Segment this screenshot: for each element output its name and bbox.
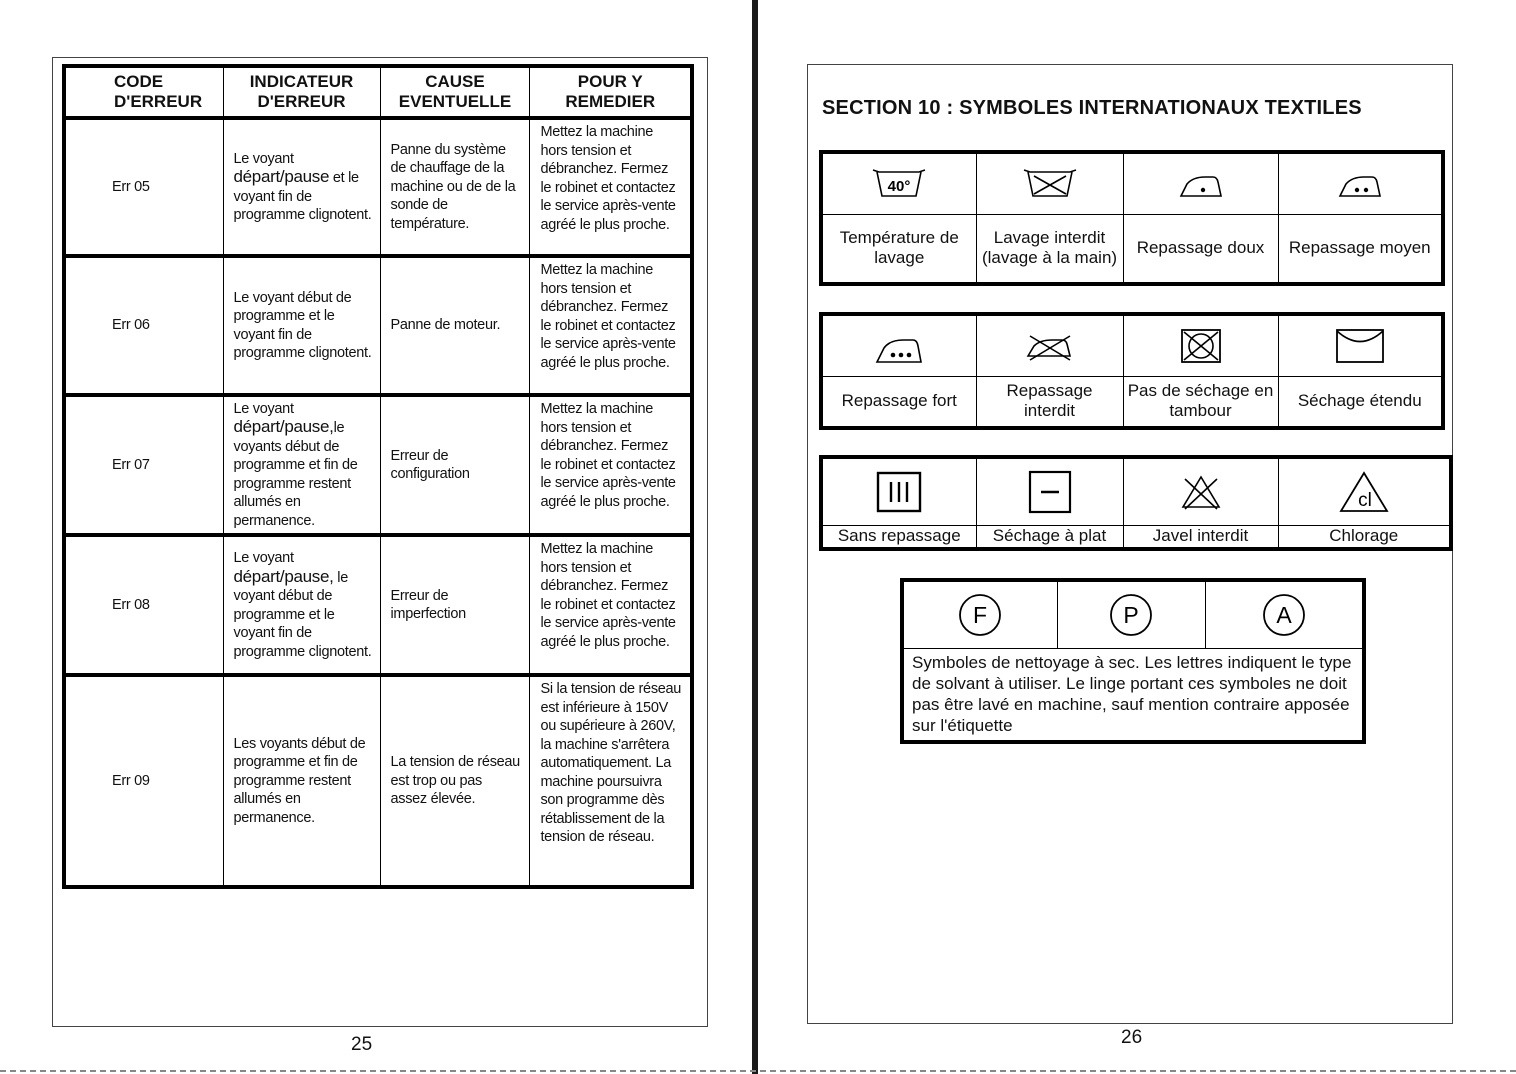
header-cause: CAUSE EVENTUELLE <box>380 66 530 118</box>
indicator-emphasis: départ/pause, <box>233 417 334 437</box>
error-cause: Erreur de imperfection <box>380 535 530 675</box>
label-no-wash: Lavage interdit (lavage à la main) <box>976 214 1123 284</box>
header-indicator: INDICATEUR D'ERREUR <box>223 66 380 118</box>
table-row <box>64 256 692 395</box>
error-code: Err 05 <box>64 118 223 256</box>
iron-high-cell <box>821 314 976 376</box>
iron-three-dots-icon <box>869 326 929 366</box>
error-remedy: Mettez la machine hors tension et débranchez. Fermez le robinet et contactez le service après-vente agréé le plus proche. <box>530 395 692 535</box>
label-no-bleach: Javel interdit <box>1123 525 1278 549</box>
dry-clean-description: Symboles de nettoyage à sec. Les lettres indiquent le type de solvant à utiliser. Le linge portant ces symboles ne doit pas être lavé en machine, sauf mention contraire apposée sur l'étiquette <box>902 648 1364 742</box>
header-remedy: POUR Y REMEDIER <box>530 66 692 118</box>
label-chlorine-bleach: Chlorage <box>1278 525 1451 549</box>
dry-clean-table <box>900 578 1366 744</box>
section-title: SECTION 10 : SYMBOLES INTERNATIONAUX TEXTILES <box>822 97 1362 119</box>
label-dry-flat: Séchage à plat <box>976 525 1123 549</box>
label-iron-high: Repassage fort <box>821 376 976 428</box>
wash-temp-value: 40° <box>887 177 911 195</box>
error-cause: Panne du système de chauffage de la machine ou de de la sonde de température. <box>380 118 530 256</box>
iron-medium-cell <box>1278 152 1443 214</box>
label-iron-medium: Repassage moyen <box>1278 214 1443 284</box>
indicator-text-cont: le voyant début de programme et le voyant fin de programme clignotent. <box>233 569 372 660</box>
error-indicator <box>223 535 380 675</box>
label-no-iron: Repassage interdit <box>976 376 1123 428</box>
no-iron-icon <box>1020 326 1080 366</box>
no-iron-cell <box>976 314 1123 376</box>
book-spine <box>752 0 758 1074</box>
no-bleach-icon <box>1176 469 1226 515</box>
error-remedy: Mettez la machine hors tension et débranchez. Fermez le robinet et contactez le service après-vente agréé le plus proche. <box>530 535 692 675</box>
table-header-row <box>64 66 692 118</box>
indicator-emphasis: départ/pause, <box>233 566 334 586</box>
indicator-emphasis: départ/pause <box>233 167 330 186</box>
error-indicator <box>223 118 380 256</box>
no-bleach-cell <box>1123 457 1278 525</box>
iron-one-dot-icon <box>1171 164 1231 204</box>
dry-clean-p-icon <box>1107 591 1155 639</box>
label-wash-temperature: Température de lavage <box>821 214 976 284</box>
error-code: Err 09 <box>64 675 223 887</box>
error-code: Err 08 <box>64 535 223 675</box>
error-code: Err 07 <box>64 395 223 535</box>
wash-tub-40-icon <box>869 164 929 204</box>
dry-clean-letter-a: A <box>1276 601 1292 628</box>
textile-symbols-table-2 <box>819 312 1445 430</box>
textile-symbols-table-1 <box>819 150 1445 286</box>
indicator-text-cont: le voyants début de programme et fin de programme restent allumés en permanence. <box>233 420 358 529</box>
dry-clean-f-icon <box>956 591 1004 639</box>
iron-two-dots-icon <box>1330 164 1390 204</box>
error-remedy: Mettez la machine hors tension et débranchez. Fermez le robinet et contactez le service après-vente agréé le plus proche. <box>530 256 692 395</box>
indicator-text: Le voyant <box>233 400 294 417</box>
iron-low-cell <box>1123 152 1278 214</box>
label-no-tumble-dry: Pas de séchage en tambour <box>1123 376 1278 428</box>
no-wash-cell <box>976 152 1123 214</box>
error-cause: La tension de réseau est trop ou pas assez élevée. <box>380 675 530 887</box>
indicator-text-cont: et le voyant fin de programme clignotent. <box>233 170 372 223</box>
line-dry-icon <box>1333 326 1387 366</box>
scan-bottom-edge <box>0 1070 1516 1072</box>
dry-flat-cell <box>976 457 1123 525</box>
error-indicator: Les voyants début de programme et fin de programme restent allumés en permanence. <box>223 675 380 887</box>
header-code: CODE D'ERREUR <box>64 66 223 118</box>
indicator-text: Le voyant <box>233 550 294 566</box>
textile-symbols-table-3 <box>819 455 1453 551</box>
page-number-right: 26 <box>1121 1027 1143 1048</box>
dry-clean-a-icon <box>1260 591 1308 639</box>
error-code-table <box>62 64 694 889</box>
dry-clean-a-cell <box>1205 580 1364 648</box>
error-indicator <box>223 395 380 535</box>
wash-temperature-cell <box>821 152 976 214</box>
chlorine-bleach-icon <box>1337 469 1391 515</box>
error-cause: Panne de moteur. <box>380 256 530 395</box>
indicator-text: Le voyant <box>233 150 294 167</box>
error-cause: Erreur de configuration <box>380 395 530 535</box>
table-row <box>64 535 692 675</box>
error-indicator: Le voyant début de programme et le voyant fin de programme clignotent. <box>223 256 380 395</box>
chlorage-text: cl <box>1357 489 1372 511</box>
no-wash-icon <box>1020 164 1080 204</box>
label-iron-low: Repassage doux <box>1123 214 1278 284</box>
error-remedy: Si la tension de réseau est inférieure à 150V ou supérieure à 260V, la machine s'arrêtera automatiquement. La machine poursuivra son programme dès rétablissement de la tension de réseau. <box>530 675 692 887</box>
chlorine-bleach-cell <box>1278 457 1451 525</box>
drip-dry-icon <box>874 469 924 515</box>
table-row <box>64 675 692 887</box>
label-drip-dry: Sans repassage <box>821 525 976 549</box>
drip-dry-cell <box>821 457 976 525</box>
dry-clean-p-cell <box>1057 580 1205 648</box>
dry-flat-icon <box>1025 469 1075 515</box>
error-remedy: Mettez la machine hors tension et débranchez. Fermez le robinet et contactez le service après-vente agréé le plus proche. <box>530 118 692 256</box>
dry-clean-f-cell <box>902 580 1057 648</box>
table-row <box>64 118 692 256</box>
line-dry-cell <box>1278 314 1443 376</box>
dry-clean-letter-f: F <box>973 601 988 628</box>
no-tumble-dry-icon <box>1178 326 1224 366</box>
table-row <box>64 395 692 535</box>
dry-clean-letter-p: P <box>1123 601 1139 628</box>
error-code: Err 06 <box>64 256 223 395</box>
label-line-dry: Séchage étendu <box>1278 376 1443 428</box>
no-tumble-dry-cell <box>1123 314 1278 376</box>
page-number-left: 25 <box>351 1034 373 1055</box>
